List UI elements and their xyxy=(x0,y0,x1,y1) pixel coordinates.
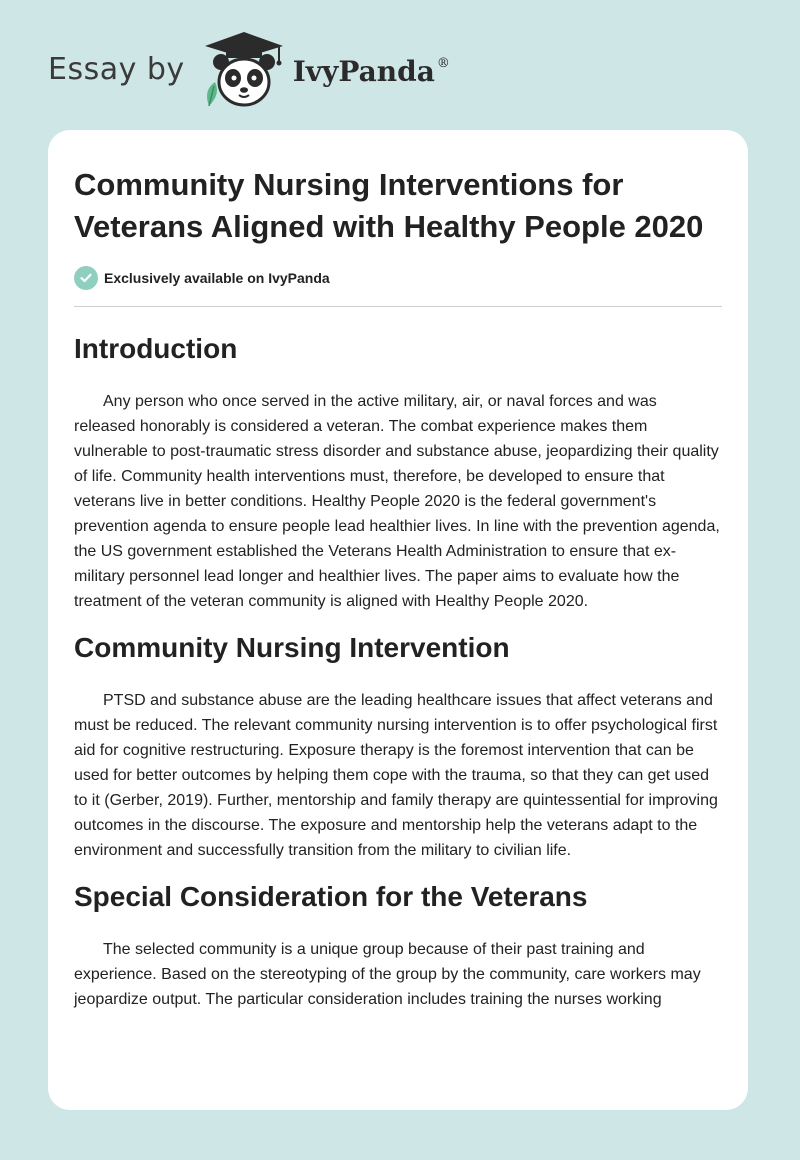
section-paragraph-introduction: Any person who once served in the active military, air, or naval forces and was released honorably is considered a veteran. The combat experience makes them vulnerable to post-traumatic stress disorder and substance abuse, jeopardizing their quality of life. Community health interventions must, therefore, be developed to ensure that veterans live in better conditions. Healthy People 2020 is the federal government's prevention agenda to ensure people lead healthier lives. In line with the prevention agenda, the US government established the Veterans Health Administration to ensure that ex-military personnel lead longer and healthier lives. The paper aims to evaluate how the treatment of the veteran community is aligned with Healthy People 2020. xyxy=(74,393,720,610)
check-circle-icon xyxy=(74,266,98,290)
exclusive-badge-label: Exclusively available on IvyPanda xyxy=(104,270,330,286)
brand-name[interactable] xyxy=(293,55,450,88)
essay-card xyxy=(48,130,748,1110)
site-header xyxy=(48,28,450,118)
brand-text: IvyPanda xyxy=(292,54,435,88)
section-paragraph-special-consideration: The selected community is a unique group because of their past training and experience. Based on the stereotyping of the group by the community, care workers may jeopardize output. The particular consideration includes training the nurses working xyxy=(74,941,701,1008)
section-paragraph-community-nursing-intervention: PTSD and substance abuse are the leading healthcare issues that affect veterans and must be reduced. The relevant community nursing intervention is to offer psychological first aid for cognitive restructuring. Exposure therapy is the foremost intervention that can be used for better outcomes by helping them cope with the trauma, so that they can get used to it (Gerber, 2019). Further, mentorship and family therapy are quintessential for improving outcomes in the discourse. The exposure and mentorship help the veterans adapt to the environment and successfully transition from the military to civilian life. xyxy=(74,692,718,859)
essay-by-label: Essay by xyxy=(48,51,185,87)
essay-title: Community Nursing Interventions for Veterans Aligned with Healthy People 2020 xyxy=(74,167,704,244)
section-heading-introduction: Introduction xyxy=(74,333,238,364)
section-heading-community-nursing-intervention: Community Nursing Intervention xyxy=(74,632,510,663)
exclusive-badge xyxy=(74,266,722,290)
registered-mark: ® xyxy=(436,55,450,71)
section-heading-special-consideration: Special Consideration for the Veterans xyxy=(74,881,588,912)
panda-logo-icon[interactable] xyxy=(199,28,289,118)
title-divider xyxy=(74,306,722,307)
